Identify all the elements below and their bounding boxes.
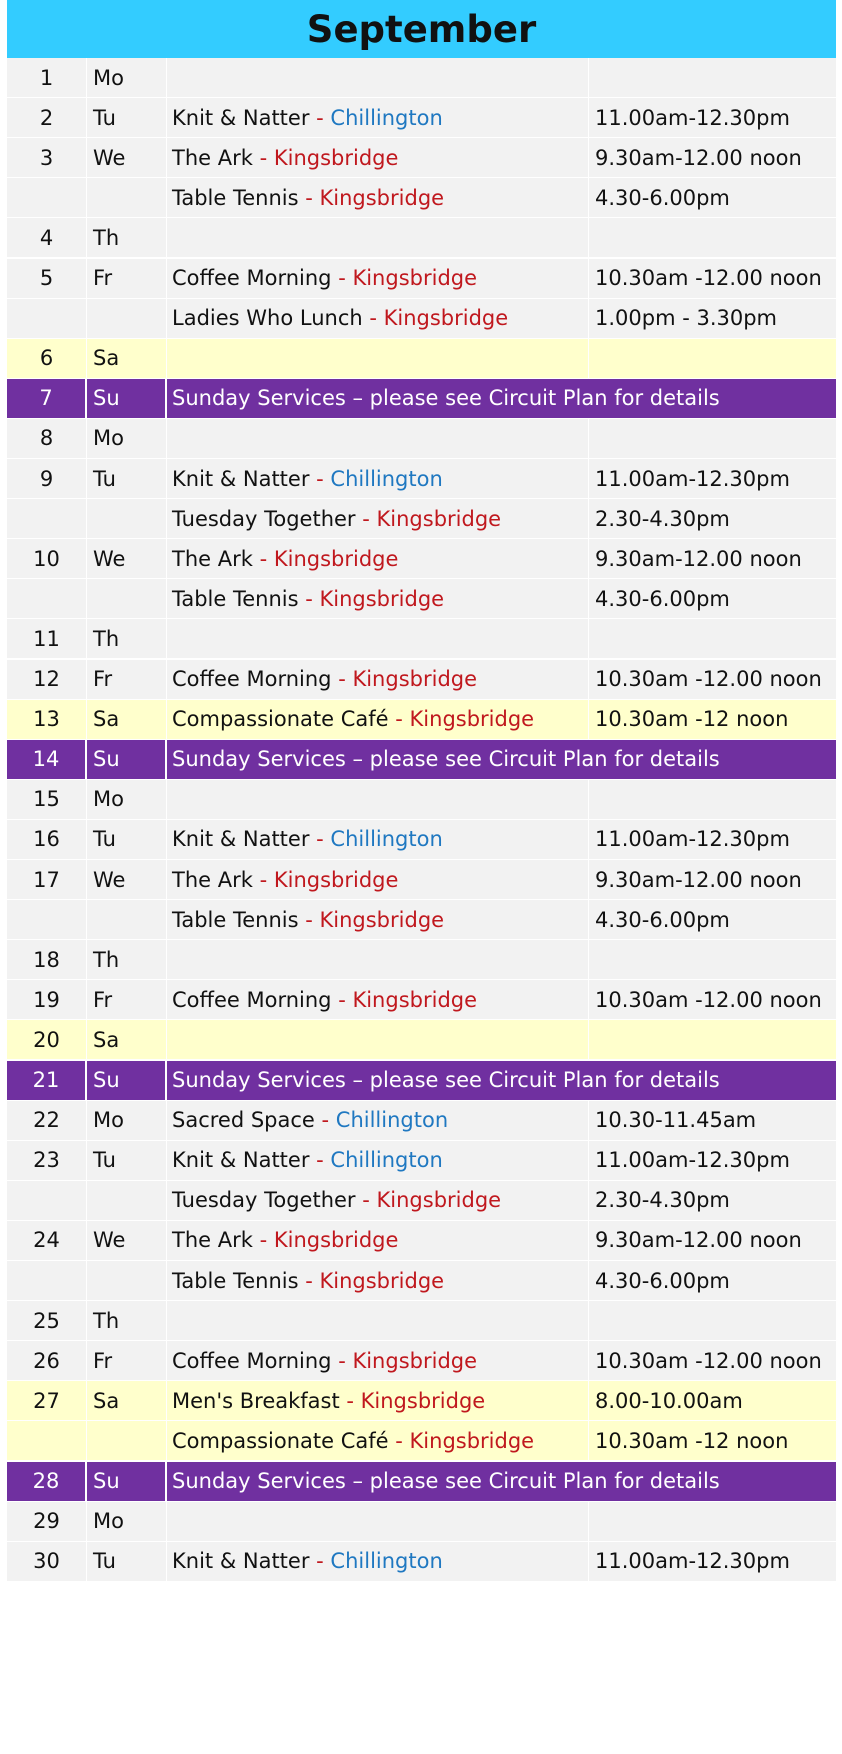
event-time: 11.00am-12.30pm xyxy=(595,1549,790,1574)
day-row xyxy=(7,940,836,979)
event-name: Men's Breakfast xyxy=(172,1388,340,1413)
day-row xyxy=(7,660,836,699)
separator-dash: - xyxy=(309,105,331,130)
weekday-abbrev: Su xyxy=(87,1061,167,1100)
event-name: Coffee Morning xyxy=(172,1348,332,1373)
event-time: 10.30am -12.00 noon xyxy=(595,987,822,1012)
date-number: 29 xyxy=(7,1502,87,1541)
event-time xyxy=(589,619,836,658)
event-cell xyxy=(167,980,589,1019)
day-row xyxy=(7,619,836,658)
date-number: 12 xyxy=(7,660,87,699)
event-location: Kingsbridge xyxy=(319,907,445,932)
date-number: 22 xyxy=(7,1101,87,1140)
month-title: September xyxy=(7,0,836,58)
event-cell xyxy=(167,218,589,257)
weekday-abbrev: Sa xyxy=(87,1020,167,1059)
event-location: Kingsbridge xyxy=(319,586,445,611)
event-cell xyxy=(167,138,589,177)
day-row xyxy=(7,780,836,819)
event-name: Compassionate Café xyxy=(172,707,389,732)
event-name: Table Tennis xyxy=(172,586,299,611)
date-number: 23 xyxy=(7,1141,87,1180)
day-row xyxy=(7,820,836,859)
event-location: Kingsbridge xyxy=(273,145,399,170)
event-location: Kingsbridge xyxy=(319,1268,445,1293)
weekday-abbrev: Mo xyxy=(87,1502,167,1541)
event-name: Tuesday Together xyxy=(172,1188,356,1213)
date-number xyxy=(7,1421,87,1460)
event-time xyxy=(589,940,836,979)
date-number: 13 xyxy=(7,700,87,739)
weekday-abbrev xyxy=(87,1261,167,1300)
separator-dash: - xyxy=(298,185,320,210)
weekday-abbrev: Fr xyxy=(87,980,167,1019)
event-cell xyxy=(167,1261,589,1300)
day-row xyxy=(7,299,836,338)
date-number: 8 xyxy=(7,419,87,458)
day-row xyxy=(7,1261,836,1300)
separator-dash: - xyxy=(355,506,377,531)
event-location: Kingsbridge xyxy=(352,266,478,291)
date-number: 20 xyxy=(7,1020,87,1059)
date-number: 25 xyxy=(7,1301,87,1340)
date-number: 3 xyxy=(7,138,87,177)
separator-dash: - xyxy=(252,145,274,170)
separator-dash: - xyxy=(252,546,274,571)
day-row xyxy=(7,98,836,137)
event-location: Kingsbridge xyxy=(409,1428,535,1453)
weekday-abbrev xyxy=(87,579,167,618)
event-time xyxy=(589,218,836,257)
event-location: Chillington xyxy=(330,1549,443,1574)
separator-dash: - xyxy=(309,1148,331,1173)
sunday-row xyxy=(7,740,836,779)
day-row xyxy=(7,860,836,899)
date-number: 30 xyxy=(7,1542,87,1581)
event-time xyxy=(589,1020,836,1059)
separator-dash: - xyxy=(355,1188,377,1213)
weekday-abbrev: Tu xyxy=(87,1542,167,1581)
event-cell xyxy=(167,419,589,458)
date-number: 28 xyxy=(7,1462,87,1501)
event-time: 1.00pm - 3.30pm xyxy=(595,306,778,331)
event-name: Knit & Natter xyxy=(172,827,310,852)
date-number xyxy=(7,900,87,939)
event-cell xyxy=(167,339,589,378)
event-cell xyxy=(167,1221,589,1260)
event-time: 10.30am -12.00 noon xyxy=(595,667,822,692)
day-row xyxy=(7,1301,836,1340)
day-row xyxy=(7,1101,836,1140)
event-cell xyxy=(167,459,589,498)
day-row xyxy=(7,700,836,739)
separator-dash: - xyxy=(298,586,320,611)
sunday-services-note: Sunday Services – please see Circuit Plan for details xyxy=(172,386,720,411)
event-cell xyxy=(167,619,589,658)
event-name: Knit & Natter xyxy=(172,105,310,130)
weekday-abbrev: Th xyxy=(87,619,167,658)
date-number: 2 xyxy=(7,98,87,137)
weekday-abbrev: We xyxy=(87,1221,167,1260)
separator-dash: - xyxy=(362,306,384,331)
date-number xyxy=(7,579,87,618)
date-number: 11 xyxy=(7,619,87,658)
day-row xyxy=(7,1141,836,1180)
event-time: 10.30am -12 noon xyxy=(595,1428,789,1453)
weekday-abbrev xyxy=(87,499,167,538)
separator-dash: - xyxy=(331,987,353,1012)
event-location: Chillington xyxy=(330,827,443,852)
event-name: Table Tennis xyxy=(172,185,299,210)
sunday-services-note: Sunday Services – please see Circuit Plan for details xyxy=(172,1068,720,1093)
event-location: Kingsbridge xyxy=(352,987,478,1012)
day-row xyxy=(7,138,836,177)
weekday-abbrev: Mo xyxy=(87,1101,167,1140)
weekday-abbrev: Fr xyxy=(87,1341,167,1380)
event-time xyxy=(589,58,836,97)
event-name: The Ark xyxy=(172,867,253,892)
date-number: 4 xyxy=(7,218,87,257)
day-row xyxy=(7,900,836,939)
date-number: 18 xyxy=(7,940,87,979)
separator-dash: - xyxy=(331,667,353,692)
date-number: 26 xyxy=(7,1341,87,1380)
event-cell xyxy=(167,1141,589,1180)
event-location: Kingsbridge xyxy=(376,1188,502,1213)
date-number xyxy=(7,299,87,338)
event-cell xyxy=(167,1381,589,1420)
separator-dash: - xyxy=(314,1108,336,1133)
day-row xyxy=(7,579,836,618)
day-row xyxy=(7,499,836,538)
event-name: Knit & Natter xyxy=(172,466,310,491)
day-row xyxy=(7,459,836,498)
separator-dash: - xyxy=(309,827,331,852)
date-number: 5 xyxy=(7,259,87,298)
date-number: 14 xyxy=(7,740,87,779)
weekday-abbrev: Th xyxy=(87,218,167,257)
date-number: 9 xyxy=(7,459,87,498)
day-row xyxy=(7,1421,836,1460)
event-location: Chillington xyxy=(335,1108,449,1133)
day-row xyxy=(7,1020,836,1059)
weekday-abbrev: Su xyxy=(87,740,167,779)
day-row xyxy=(7,1502,836,1541)
event-cell xyxy=(167,539,589,578)
event-location: Kingsbridge xyxy=(360,1388,486,1413)
event-name: Table Tennis xyxy=(172,907,299,932)
event-cell xyxy=(167,1341,589,1380)
date-number: 17 xyxy=(7,860,87,899)
weekday-abbrev: Sa xyxy=(87,700,167,739)
day-row xyxy=(7,1221,836,1260)
event-name: Tuesday Together xyxy=(172,506,356,531)
event-location: Chillington xyxy=(330,466,443,491)
day-row xyxy=(7,218,836,257)
event-name: Table Tennis xyxy=(172,1268,299,1293)
weekday-abbrev xyxy=(87,299,167,338)
separator-dash: - xyxy=(309,466,331,491)
event-time: 10.30am -12.00 noon xyxy=(595,266,822,291)
date-number: 6 xyxy=(7,339,87,378)
event-cell xyxy=(167,1421,589,1460)
event-time: 11.00am-12.30pm xyxy=(595,105,790,130)
event-time xyxy=(589,419,836,458)
sunday-row xyxy=(7,1061,836,1100)
event-location: Chillington xyxy=(330,1148,443,1173)
weekday-abbrev: Mo xyxy=(87,780,167,819)
date-number: 15 xyxy=(7,780,87,819)
event-name: Knit & Natter xyxy=(172,1148,310,1173)
event-time: 9.30am-12.00 noon xyxy=(595,145,802,170)
event-location: Kingsbridge xyxy=(273,546,399,571)
separator-dash: - xyxy=(252,867,274,892)
weekday-abbrev: Tu xyxy=(87,98,167,137)
event-name: The Ark xyxy=(172,546,253,571)
event-cell xyxy=(167,58,589,97)
event-name: Coffee Morning xyxy=(172,987,332,1012)
day-row xyxy=(7,419,836,458)
date-number: 21 xyxy=(7,1061,87,1100)
event-cell xyxy=(167,780,589,819)
day-row xyxy=(7,1341,836,1380)
day-row xyxy=(7,259,836,298)
event-cell xyxy=(167,1301,589,1340)
event-location: Kingsbridge xyxy=(319,185,445,210)
day-row xyxy=(7,1381,836,1420)
event-name: Knit & Natter xyxy=(172,1549,310,1574)
event-time xyxy=(589,1301,836,1340)
separator-dash: - xyxy=(388,1428,410,1453)
event-time: 10.30-11.45am xyxy=(595,1108,757,1133)
sunday-row xyxy=(7,379,836,418)
sunday-row xyxy=(7,1462,836,1501)
weekday-abbrev: Fr xyxy=(87,660,167,699)
separator-dash: - xyxy=(298,907,320,932)
date-number: 16 xyxy=(7,820,87,859)
event-cell xyxy=(167,579,589,618)
date-number: 27 xyxy=(7,1381,87,1420)
weekday-abbrev: Sa xyxy=(87,339,167,378)
date-number xyxy=(7,1261,87,1300)
weekday-abbrev: Th xyxy=(87,1301,167,1340)
day-row xyxy=(7,980,836,1019)
weekday-abbrev: Sa xyxy=(87,1381,167,1420)
event-cell xyxy=(167,1101,589,1140)
weekday-abbrev: Su xyxy=(87,1462,167,1501)
date-number: 1 xyxy=(7,58,87,97)
date-number xyxy=(7,178,87,217)
event-time xyxy=(589,780,836,819)
event-name: The Ark xyxy=(172,145,253,170)
event-location: Kingsbridge xyxy=(273,1228,399,1253)
day-row xyxy=(7,339,836,378)
weekday-abbrev xyxy=(87,900,167,939)
event-cell xyxy=(167,900,589,939)
event-cell xyxy=(167,1542,589,1581)
separator-dash: - xyxy=(331,266,353,291)
event-name: Coffee Morning xyxy=(172,266,332,291)
day-row xyxy=(7,178,836,217)
sunday-services-note: Sunday Services – please see Circuit Plan for details xyxy=(172,1469,720,1494)
event-time: 9.30am-12.00 noon xyxy=(595,546,802,571)
event-cell xyxy=(167,860,589,899)
sunday-services-note: Sunday Services – please see Circuit Plan for details xyxy=(172,747,720,772)
separator-dash: - xyxy=(309,1549,331,1574)
event-time: 9.30am-12.00 noon xyxy=(595,867,802,892)
weekday-abbrev: Tu xyxy=(87,820,167,859)
event-name: The Ark xyxy=(172,1228,253,1253)
event-location: Kingsbridge xyxy=(352,667,478,692)
event-cell xyxy=(167,820,589,859)
event-name: Sacred Space xyxy=(172,1108,315,1133)
event-time: 10.30am -12 noon xyxy=(595,707,789,732)
weekday-abbrev: We xyxy=(87,138,167,177)
day-row xyxy=(7,58,836,97)
event-location: Kingsbridge xyxy=(376,506,502,531)
event-cell xyxy=(167,940,589,979)
event-cell xyxy=(167,259,589,298)
weekday-abbrev: Fr xyxy=(87,259,167,298)
event-location: Chillington xyxy=(330,105,443,130)
date-number: 10 xyxy=(7,539,87,578)
weekday-abbrev xyxy=(87,1181,167,1220)
event-time: 11.00am-12.30pm xyxy=(595,1148,790,1173)
event-time: 2.30-4.30pm xyxy=(595,1188,730,1213)
event-name: Compassionate Café xyxy=(172,1428,389,1453)
event-cell xyxy=(167,499,589,538)
event-time: 4.30-6.00pm xyxy=(595,907,730,932)
event-time: 9.30am-12.00 noon xyxy=(595,1228,802,1253)
weekday-abbrev: We xyxy=(87,539,167,578)
separator-dash: - xyxy=(252,1228,274,1253)
separator-dash: - xyxy=(298,1268,320,1293)
event-cell xyxy=(167,1020,589,1059)
event-time: 4.30-6.00pm xyxy=(595,185,730,210)
event-cell xyxy=(167,299,589,338)
separator-dash: - xyxy=(331,1348,353,1373)
separator-dash: - xyxy=(388,707,410,732)
event-cell xyxy=(167,660,589,699)
day-row xyxy=(7,539,836,578)
event-location: Kingsbridge xyxy=(352,1348,478,1373)
event-time: 8.00-10.00am xyxy=(595,1388,743,1413)
event-cell xyxy=(167,1181,589,1220)
event-time: 2.30-4.30pm xyxy=(595,506,730,531)
weekday-abbrev xyxy=(87,178,167,217)
event-time xyxy=(589,1502,836,1541)
date-number: 24 xyxy=(7,1221,87,1260)
event-cell xyxy=(167,700,589,739)
event-time: 4.30-6.00pm xyxy=(595,586,730,611)
separator-dash: - xyxy=(339,1388,361,1413)
event-cell xyxy=(167,178,589,217)
weekday-abbrev: Mo xyxy=(87,58,167,97)
event-location: Kingsbridge xyxy=(383,306,509,331)
weekday-abbrev: Th xyxy=(87,940,167,979)
event-cell xyxy=(167,98,589,137)
date-number xyxy=(7,1181,87,1220)
event-time: 11.00am-12.30pm xyxy=(595,827,790,852)
event-time xyxy=(589,339,836,378)
weekday-abbrev: Tu xyxy=(87,1141,167,1180)
event-cell xyxy=(167,1502,589,1541)
weekday-abbrev: We xyxy=(87,860,167,899)
event-time: 11.00am-12.30pm xyxy=(595,466,790,491)
weekday-abbrev: Mo xyxy=(87,419,167,458)
date-number xyxy=(7,499,87,538)
event-location: Kingsbridge xyxy=(273,867,399,892)
day-row xyxy=(7,1542,836,1581)
day-row xyxy=(7,1181,836,1220)
weekday-abbrev: Tu xyxy=(87,459,167,498)
event-name: Ladies Who Lunch xyxy=(172,306,363,331)
event-time: 10.30am -12.00 noon xyxy=(595,1348,822,1373)
event-location: Kingsbridge xyxy=(409,707,535,732)
weekday-abbrev xyxy=(87,1421,167,1460)
date-number: 19 xyxy=(7,980,87,1019)
date-number: 7 xyxy=(7,379,87,418)
weekday-abbrev: Su xyxy=(87,379,167,418)
event-time: 4.30-6.00pm xyxy=(595,1268,730,1293)
event-name: Coffee Morning xyxy=(172,667,332,692)
